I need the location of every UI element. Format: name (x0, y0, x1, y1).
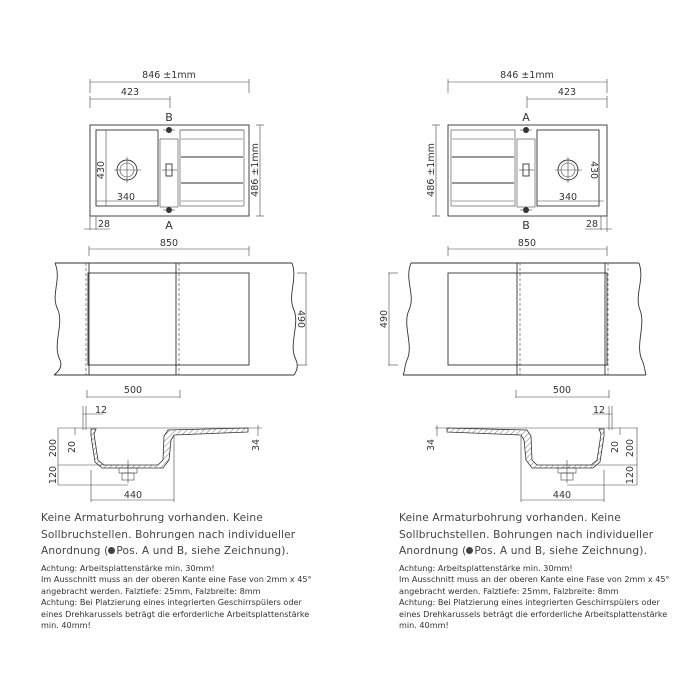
note-main-1: Keine Armaturbohrung vorhanden. Keine (399, 512, 621, 524)
hole-label-top: A (522, 111, 530, 124)
left-cutout-view (54, 238, 307, 398)
note-main-3 (41, 543, 351, 560)
drain-depth: 120 (625, 465, 636, 485)
right-depth: 486 ±1mm (426, 143, 437, 197)
note-line-3: angebracht werden. Falztiefe: 25mm, Falzbreite: 8mm (399, 585, 619, 596)
note-main-1: Keine Armaturbohrung vorhanden. Keine (41, 512, 263, 524)
note-line-3: angebracht werden. Falztiefe: 25mm, Falzbreite: 8mm (41, 585, 261, 596)
hole-label-bottom: A (165, 219, 173, 232)
note-line-6: min. 40mm! (41, 620, 91, 631)
note-main-3b: Pos. A und B, siehe Zeichnung). (116, 545, 290, 557)
right-bowl-offset: 423 (557, 87, 577, 98)
bowl-height: 430 (96, 160, 107, 180)
hole-label-top: B (165, 111, 173, 124)
section-bowl-width: 440 (552, 490, 572, 501)
note-main-3b: Pos. A und B, siehe Zeichnung). (474, 545, 648, 557)
right-overall-width: 846 ±1mm (500, 70, 554, 81)
note-main-3a: Anordnung ( (41, 545, 109, 557)
bowl-span: 500 (123, 385, 143, 396)
note-main-3 (399, 543, 700, 560)
note-line-5: eines Drehkarussels beträgt die erforderliche Arbeitsplattenstärke (399, 608, 668, 619)
bowl-width: 340 (116, 192, 136, 203)
right-top-view (426, 70, 612, 232)
drain-depth: 120 (48, 465, 59, 485)
total-depth: 200 (48, 438, 59, 458)
bowl-depth: 20 (67, 440, 78, 454)
note-line-2: Im Ausschnitt muss an der oberen Kante eine Fase von 2mm x 45° (399, 574, 670, 585)
section-bowl-width: 440 (123, 490, 143, 501)
cutout-depth: 490 (379, 309, 390, 329)
right-section-view (426, 405, 638, 502)
left-top-view (84, 70, 264, 232)
hole-label-bottom: B (522, 219, 530, 232)
bowl-width: 340 (558, 192, 578, 203)
note-main-3a: Anordnung ( (399, 545, 467, 557)
right-notes (399, 510, 700, 632)
left-depth: 486 ±1mm (250, 143, 261, 197)
cutout-depth: 490 (295, 309, 306, 329)
total-depth: 200 (625, 438, 636, 458)
drill-hole-marker-icon (108, 547, 115, 554)
drainboard-thickness: 34 (251, 438, 262, 452)
note-line-6: min. 40mm! (399, 620, 449, 631)
left-section-view (48, 405, 262, 502)
rim-thickness: 12 (593, 405, 606, 416)
rim-thickness: 12 (95, 405, 108, 416)
bowl-depth: 20 (610, 440, 621, 454)
note-line-4: Achtung: Bei Platzierung eines integrierten Geschirrspülers oder (399, 597, 660, 608)
note-main-2: Sollbruchstellen. Bohrungen nach individueller (399, 528, 654, 541)
drainboard-thickness: 34 (426, 438, 437, 452)
right-cutout-view (379, 238, 646, 398)
note-line-2: Im Ausschnitt muss an der oberen Kante eine Fase von 2mm x 45° (41, 574, 312, 585)
drill-hole-marker-icon (466, 547, 473, 554)
bowl-span: 500 (552, 385, 572, 396)
left-notes (41, 510, 351, 632)
note-line-5: eines Drehkarussels beträgt die erforderliche Arbeitsplattenstärke (41, 608, 310, 619)
note-line-4: Achtung: Bei Platzierung eines integrierten Geschirrspülers oder (41, 597, 302, 608)
left-overall-width: 846 ±1mm (142, 70, 196, 81)
note-line-1: Achtung: Arbeitsplattenstärke min. 30mm! (41, 562, 215, 573)
note-line-1: Achtung: Arbeitsplattenstärke min. 30mm! (399, 562, 573, 573)
bowl-height: 430 (588, 160, 599, 180)
rim-width: 28 (97, 219, 111, 230)
rim-width: 28 (585, 219, 599, 230)
note-main-2: Sollbruchstellen. Bohrungen nach individueller (41, 528, 296, 541)
left-bowl-offset: 423 (120, 87, 140, 98)
cutout-width: 850 (517, 238, 537, 249)
cutout-width: 850 (159, 238, 179, 249)
